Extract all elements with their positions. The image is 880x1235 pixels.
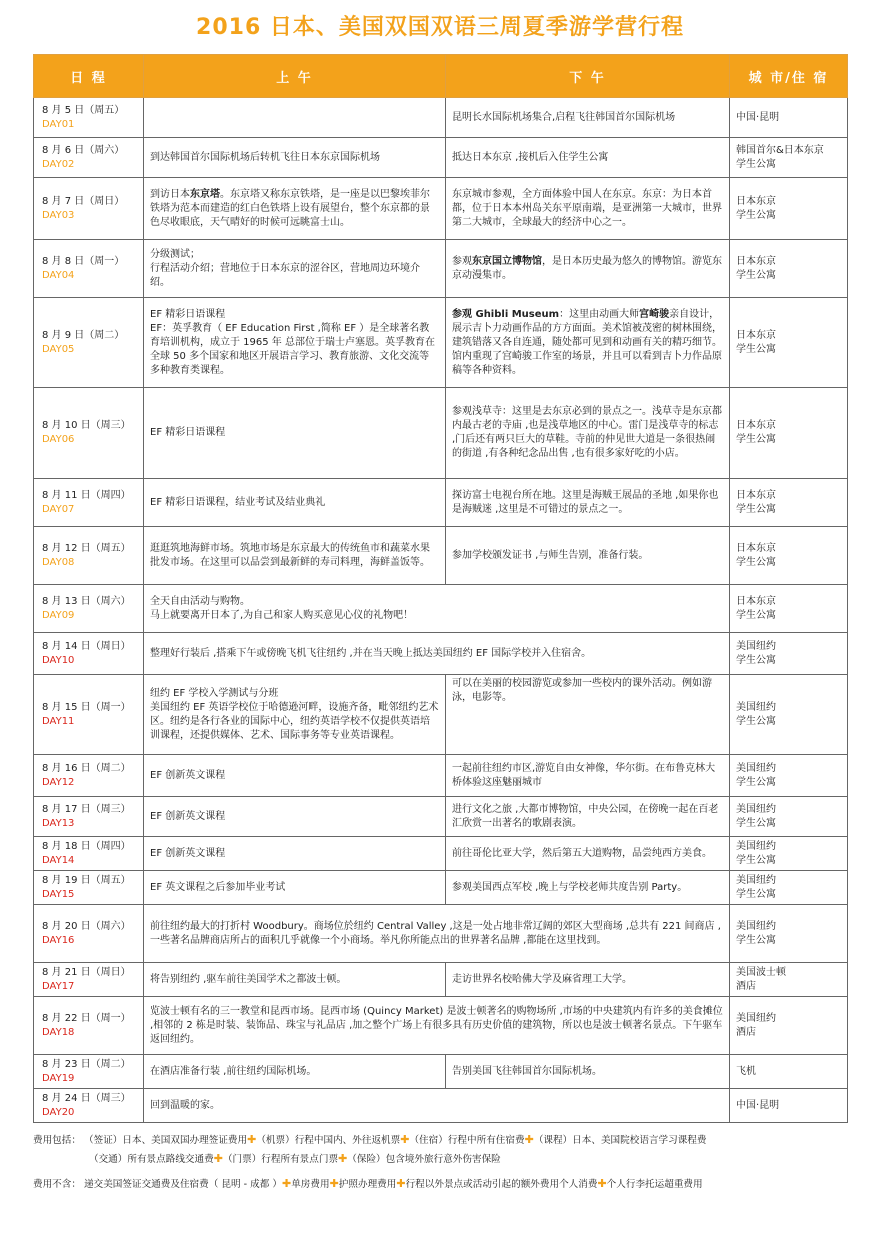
- city-text: 日本东京: [736, 255, 776, 267]
- day-label: DAY20: [42, 1106, 75, 1118]
- date-text: 8 月 8 日（周一）: [42, 255, 125, 267]
- date-text: 8 月 16 日（周二）: [42, 762, 131, 774]
- day-label: DAY02: [42, 158, 75, 170]
- date-cell: [34, 178, 144, 240]
- fee-item: （住宿）行程中所有住宿费: [409, 1135, 525, 1146]
- city-text: 美国纽约: [736, 1012, 776, 1024]
- day-label: DAY01: [42, 118, 75, 130]
- city-cell: [730, 585, 848, 633]
- day-label: DAY13: [42, 817, 75, 829]
- plus-icon: ✚: [338, 1152, 348, 1165]
- plus-icon: ✚: [524, 1133, 534, 1146]
- afternoon-cell: 参观美国西点军校 ,晚上与学校老师共度告别 Party。: [446, 871, 730, 905]
- activity-cell: 全天自由活动与购物。 马上就要离开日本了,为自己和家人购买意见心仪的礼物吧！: [144, 585, 730, 633]
- city-cell: [730, 963, 848, 997]
- activity-cell: 览波士顿有名的三一教堂和昆西市场。昆西市场 (Quincy Market) 是波士顿著名的购物场所 ,市场的中央建筑内有许多的美食摊位 ,相邻的 2 栋是时装、装饰品、珠宝与礼品店 ,加之整个广场上有很多具有历史价值的建筑物，所以也是波士顿著名景点。下午驱车返回纽约。: [144, 997, 730, 1055]
- date-cell: [34, 633, 144, 675]
- day-label: DAY07: [42, 503, 75, 515]
- city-text: 日本东京: [736, 489, 776, 501]
- city-text: 学生公寓: [736, 343, 776, 355]
- date-text: 8 月 21 日（周日）: [42, 966, 131, 978]
- date-cell: [34, 240, 144, 298]
- itinerary-row: [34, 997, 848, 1055]
- city-cell: [730, 1055, 848, 1089]
- morning-cell: EF 精彩日语课程: [144, 388, 446, 479]
- city-cell: [730, 527, 848, 585]
- date-cell: [34, 298, 144, 388]
- date-cell: [34, 675, 144, 755]
- plus-icon: ✚: [281, 1177, 292, 1190]
- date-text: 8 月 7 日（周日）: [42, 195, 125, 207]
- itinerary-row: [34, 963, 848, 997]
- day-label: DAY03: [42, 209, 75, 221]
- city-text: 中国·昆明: [736, 111, 780, 123]
- itinerary-row: [34, 797, 848, 837]
- plus-icon: ✚: [400, 1133, 410, 1146]
- day-label: DAY14: [42, 854, 75, 866]
- header-date: 日 程: [34, 55, 144, 98]
- city-cell: [730, 178, 848, 240]
- morning-cell: 逛逛筑地海鲜市场。筑地市场是东京最大的传统鱼市和蔬菜水果批发市场。在这里可以品尝到最新鲜的寿司料理，海鲜盖饭等。: [144, 527, 446, 585]
- fee-item: （机票）行程中国内、外往返机票: [256, 1135, 401, 1146]
- date-text: 8 月 17 日（周三）: [42, 803, 131, 815]
- afternoon-cell: 抵达日本东京 ,接机后入住学生公寓: [446, 138, 730, 178]
- day-label: DAY15: [42, 888, 75, 900]
- date-text: 8 月 14 日（周日）: [42, 640, 131, 652]
- morning-cell: 纽约 EF 学校入学测试与分班 美国纽约 EF 英语学校位于哈德逊河畔，设施齐备，毗邻纽约艺术区。纽约是各行各业的国际中心，纽约英语学校不仅提供英语培训课程，还提供媒体、艺术、国际事务等专业英语课程。: [144, 675, 446, 755]
- date-cell: [34, 1089, 144, 1123]
- page-title: 2016 日本、美国双国双语三周夏季游学营行程: [196, 15, 684, 40]
- plus-icon: ✚: [597, 1177, 607, 1190]
- city-text: 学生公寓: [736, 934, 776, 946]
- itinerary-row: [34, 675, 848, 755]
- morning-cell: EF 精彩日语课程 EF：英孚教育（ EF Education First ,简称 EF ）是全球著名教育培训机构，成立于 1965 年 总部位于瑞士卢塞恩。英孚教育在全球 50 多个国家和地区开展语言学习、教育旅游、文化交流等多种教育类课程。: [144, 298, 446, 388]
- day-label: DAY12: [42, 776, 75, 788]
- itinerary-row: [34, 585, 848, 633]
- date-text: 8 月 20 日（周六）: [42, 920, 131, 932]
- date-text: 8 月 22 日（周一）: [42, 1012, 131, 1024]
- afternoon-cell: 走访世界名校哈佛大学及麻省理工大学。: [446, 963, 730, 997]
- date-cell: [34, 797, 144, 837]
- fee-item: （交通）所有景点路线交通费: [89, 1154, 214, 1165]
- table-header-row: [34, 55, 848, 98]
- city-text: 学生公寓: [736, 503, 776, 515]
- activity-cell: 回到温暖的家。: [144, 1089, 730, 1123]
- itinerary-row: [34, 138, 848, 178]
- fee-notes: [33, 1131, 851, 1194]
- date-text: 8 月 10 日（周三）: [42, 420, 131, 431]
- day-label: DAY17: [42, 980, 75, 992]
- morning-cell: 在酒店准备行装 ,前往纽约国际机场。: [144, 1055, 446, 1089]
- city-cell: [730, 905, 848, 963]
- activity-cell: 前往纽约最大的打折村 Woodbury。商场位於纽约 Central Valley ,这是一处占地非常辽阔的郊区大型商场 ,总共有 221 间商店 ,一些著名品牌商店所占的面积几乎就像一个小商场。举凡你所能点出的世界著名品牌 ,都能在这里找到。: [144, 905, 730, 963]
- morning-cell: 到访日本东京塔。东京塔又称东京铁塔，是一座是以巴黎埃菲尔铁塔为范本而建造的红白色铁塔上设有展望台，整个东京都的景色尽收眼底，天气晴好的时候可远眺富士山。: [144, 178, 446, 240]
- city-cell: [730, 837, 848, 871]
- afternoon-cell: 一起前往纽约市区,游览自由女神像，华尔街。在布鲁克林大桥体验这座魅丽城市: [446, 755, 730, 797]
- day-label: DAY08: [42, 556, 75, 568]
- city-text: 美国纽约: [736, 762, 776, 774]
- fee-item: 护照办理费用: [338, 1179, 397, 1190]
- city-text: 日本东京: [736, 542, 776, 554]
- date-cell: [34, 837, 144, 871]
- fee-item: 行程以外景点或活动引起的额外费用个人消费: [405, 1179, 598, 1190]
- header-city: 城 市/住 宿: [730, 55, 848, 98]
- afternoon-cell: 可以在美丽的校园游览或参加一些校内的课外活动。例如游泳，电影等。: [446, 675, 730, 755]
- date-text: 8 月 9 日（周二）: [42, 329, 125, 341]
- morning-cell: [144, 98, 446, 138]
- afternoon-cell: 东京城市参观，全方面体验中国人在东京。东京：为日本首都，位于日本本州岛关东平原南端，是亚洲第一大城市，世界第二大城市，全球最大的经济中心之一。: [446, 178, 730, 240]
- date-text: 8 月 13 日（周六）: [42, 595, 131, 607]
- city-text: 美国纽约: [736, 701, 776, 713]
- date-cell: [34, 1055, 144, 1089]
- day-label: DAY16: [42, 934, 75, 946]
- city-cell: [730, 997, 848, 1055]
- city-text: 学生公寓: [736, 888, 776, 900]
- day-label: DAY10: [42, 654, 75, 666]
- date-cell: [34, 585, 144, 633]
- date-text: 8 月 24 日（周三）: [42, 1092, 131, 1104]
- city-cell: [730, 797, 848, 837]
- date-cell: [34, 388, 144, 479]
- day-label: DAY06: [42, 434, 75, 445]
- city-text: 韩国首尔&日本东京: [736, 144, 824, 156]
- fee-item: （保险）包含境外旅行意外伤害保险: [347, 1154, 501, 1165]
- afternoon-cell: 参观 Ghibli Museum：这里由动画大师宫崎骏亲自设计，展示吉卜力动画作品的方方面面。美术馆被茂密的树林围绕，建筑错落又各自连通，随处都可见到和动画有关的精巧细节。馆内重现了宫崎骏工作室的场景，并且可以看到吉卜力作品原稿等各种资料。: [446, 298, 730, 388]
- date-cell: [34, 997, 144, 1055]
- itinerary-row: [34, 298, 848, 388]
- morning-cell: EF 精彩日语课程，结业考试及结业典礼: [144, 479, 446, 527]
- city-cell: [730, 240, 848, 298]
- city-text: 美国纽约: [736, 803, 776, 815]
- city-text: 学生公寓: [736, 434, 776, 445]
- city-text: 美国纽约: [736, 874, 776, 886]
- day-label: DAY18: [42, 1026, 75, 1038]
- fee-included-label: 费用包括：: [33, 1135, 81, 1146]
- afternoon-cell: 告别美国飞往韩国首尔国际机场。: [446, 1055, 730, 1089]
- itinerary-row: [34, 633, 848, 675]
- city-cell: [730, 633, 848, 675]
- itinerary-row: [34, 837, 848, 871]
- city-cell: [730, 479, 848, 527]
- itinerary-row: [34, 1055, 848, 1089]
- date-text: 8 月 18 日（周四）: [42, 840, 131, 852]
- city-text: 日本东京: [736, 420, 776, 431]
- city-text: 学生公寓: [736, 654, 776, 666]
- city-cell: [730, 298, 848, 388]
- city-text: 美国纽约: [736, 640, 776, 652]
- city-cell: [730, 755, 848, 797]
- morning-cell: 分级测试； 行程活动介绍；营地位于日本东京的涩谷区，营地周边环境介绍。: [144, 240, 446, 298]
- city-cell: [730, 871, 848, 905]
- city-cell: [730, 98, 848, 138]
- city-cell: [730, 138, 848, 178]
- morning-cell: 到达韩国首尔国际机场后转机飞往日本东京国际机场: [144, 138, 446, 178]
- afternoon-cell: 参观浅草寺：这里是去东京必到的景点之一。浅草寺是东京都内最古老的寺庙 ,也是浅草地区的中心。雷门是浅草寺的标志 ,门后还有两只巨大的草鞋。寺前的仲见世大道是一条很热闹的街道 ,有各种纪念品出售 ,也有很多家好吃的小店。: [446, 388, 730, 479]
- date-cell: [34, 527, 144, 585]
- itinerary-row: [34, 479, 848, 527]
- itinerary-row: [34, 1089, 848, 1123]
- morning-cell: EF 创新英文课程: [144, 837, 446, 871]
- date-cell: [34, 871, 144, 905]
- date-cell: [34, 905, 144, 963]
- date-text: 8 月 19 日（周五）: [42, 874, 131, 886]
- itinerary-table: [33, 54, 848, 1123]
- city-cell: [730, 675, 848, 755]
- plus-icon: ✚: [213, 1152, 223, 1165]
- morning-cell: EF 英文课程之后参加毕业考试: [144, 871, 446, 905]
- itinerary-row: [34, 178, 848, 240]
- city-text: 学生公寓: [736, 854, 776, 866]
- fee-item: 个人行李托运超重费用: [606, 1179, 703, 1190]
- itinerary-row: [34, 527, 848, 585]
- header-morning: 上 午: [144, 55, 446, 98]
- city-text: 日本东京: [736, 329, 776, 341]
- city-text: 日本东京: [736, 595, 776, 607]
- afternoon-cell: 昆明长水国际机场集合,启程飞往韩国首尔国际机场: [446, 98, 730, 138]
- date-text: 8 月 15 日（周一）: [42, 701, 131, 713]
- city-text: 酒店: [736, 980, 756, 992]
- activity-cell: 整理好行装后 ,搭乘下午或傍晚飞机飞往纽约 ,并在当天晚上抵达美国纽约 EF 国际学校并入住宿舍。: [144, 633, 730, 675]
- itinerary-row: [34, 871, 848, 905]
- city-text: 学生公寓: [736, 715, 776, 727]
- fee-item: （课程）日本、美国院校语言学习课程费: [533, 1135, 707, 1146]
- date-text: 8 月 5 日（周五）: [42, 104, 125, 116]
- city-text: 学生公寓: [736, 209, 776, 221]
- date-text: 8 月 12 日（周五）: [42, 542, 131, 554]
- fee-item: 递交美国签证交通费及住宿费（ 昆明 - 成都 ）: [84, 1179, 282, 1190]
- itinerary-row: [34, 98, 848, 138]
- city-text: 美国纽约: [736, 920, 776, 932]
- plus-icon: ✚: [396, 1177, 406, 1190]
- day-label: DAY04: [42, 269, 75, 281]
- afternoon-cell: 参观东京国立博物馆，是日本历史最为悠久的博物馆。游览东京动漫集市。: [446, 240, 730, 298]
- city-text: 飞机: [736, 1065, 756, 1077]
- afternoon-cell: 进行文化之旅 ,大都市博物馆，中央公园，在傍晚一起在百老汇欣赏一出著名的歌剧表演。: [446, 797, 730, 837]
- morning-cell: 将告别纽约 ,驱车前往美国学术之都波士顿。: [144, 963, 446, 997]
- date-cell: [34, 755, 144, 797]
- fee-item: 单房费用: [291, 1179, 330, 1190]
- city-text: 学生公寓: [736, 817, 776, 829]
- city-cell: [730, 1089, 848, 1123]
- date-cell: [34, 479, 144, 527]
- date-text: 8 月 6 日（周六）: [42, 144, 125, 156]
- day-label: DAY11: [42, 715, 75, 727]
- fee-excluded-row: [33, 1175, 851, 1194]
- itinerary-row: [34, 755, 848, 797]
- date-text: 8 月 11 日（周四）: [42, 489, 131, 501]
- city-text: 美国波士顿: [736, 966, 786, 978]
- day-label: DAY19: [42, 1072, 75, 1084]
- date-text: 8 月 23 日（周二）: [42, 1058, 131, 1070]
- plus-icon: ✚: [247, 1133, 257, 1146]
- plus-icon: ✚: [329, 1177, 339, 1190]
- city-text: 学生公寓: [736, 269, 776, 281]
- afternoon-cell: 参加学校颁发证书 ,与师生告别，准备行装。: [446, 527, 730, 585]
- fee-included-row: [33, 1131, 851, 1150]
- city-text: 日本东京: [736, 195, 776, 207]
- date-cell: [34, 98, 144, 138]
- itinerary-row: [34, 388, 848, 479]
- afternoon-cell: 前往哥伦比亚大学，然后第五大道购物，品尝纯西方美食。: [446, 837, 730, 871]
- date-cell: [34, 963, 144, 997]
- day-label: DAY05: [42, 343, 75, 355]
- city-cell: [730, 388, 848, 479]
- header-afternoon: 下 午: [446, 55, 730, 98]
- fee-included-row-2: [33, 1150, 851, 1169]
- city-text: 美国纽约: [736, 840, 776, 852]
- morning-cell: EF 创新英文课程: [144, 797, 446, 837]
- day-label: DAY09: [42, 609, 75, 621]
- city-text: 学生公寓: [736, 158, 776, 170]
- city-text: 学生公寓: [736, 556, 776, 568]
- city-text: 学生公寓: [736, 776, 776, 788]
- date-cell: [34, 138, 144, 178]
- fee-item: （签证）日本、美国双国办理签证费用: [84, 1135, 248, 1146]
- city-text: 中国·昆明: [736, 1099, 780, 1111]
- city-text: 学生公寓: [736, 609, 776, 621]
- itinerary-row: [34, 905, 848, 963]
- fee-item: （门票）行程所有景点门票: [222, 1154, 339, 1165]
- city-text: 酒店: [736, 1026, 756, 1038]
- morning-cell: EF 创新英文课程: [144, 755, 446, 797]
- afternoon-cell: 探访富士电视台所在地。这里是海贼王展品的圣地 ,如果你也是海贼迷 ,这里是不可错过的景点之一。: [446, 479, 730, 527]
- fee-excluded-label: 费用不含：: [33, 1179, 81, 1190]
- itinerary-row: [34, 240, 848, 298]
